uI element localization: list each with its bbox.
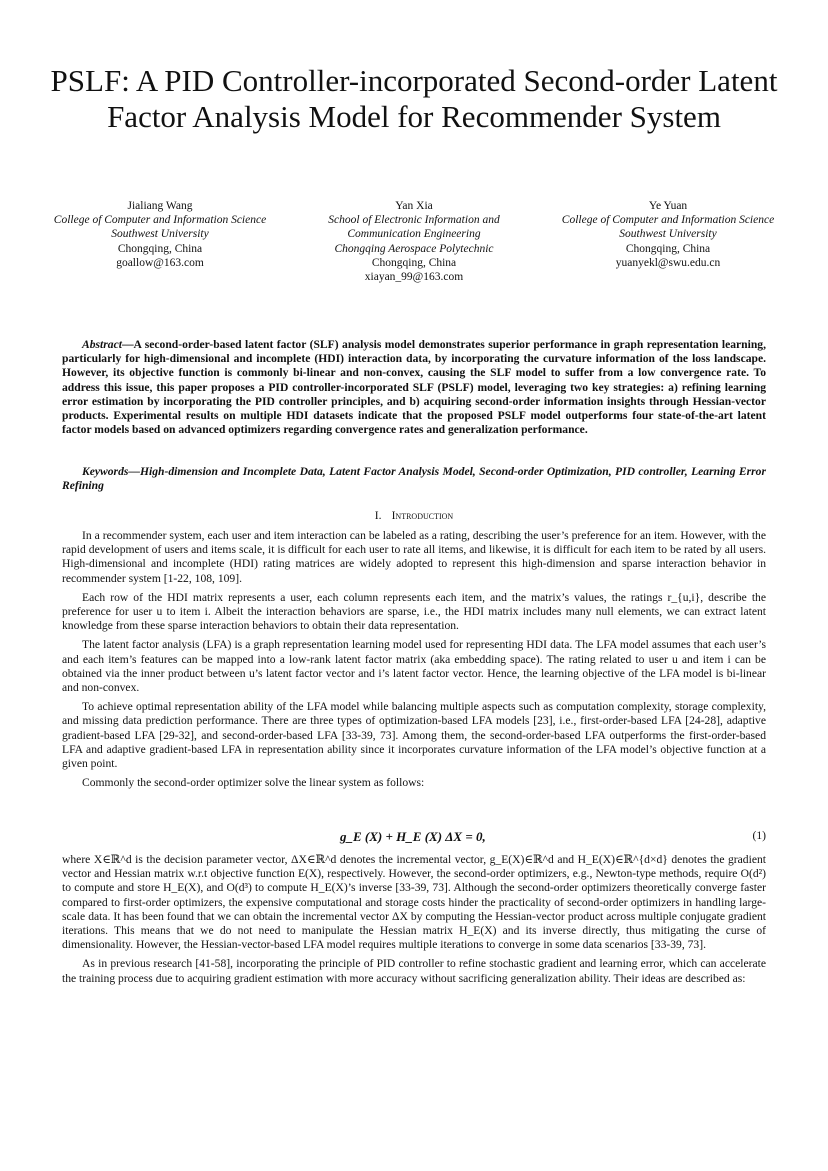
paragraph-3: The latent factor analysis (LFA) is a graph representation learning model used for representing HDI data. The LFA model assumes that each user’s and each item’s features can be mapped into a low-rank latent factor matrix (aka embedding space). The rating related to user u and item i can be obtained via the inner product between u’s latent factor vector and i’s latent factor vector. Hence, the learning objective of the LFA model is bi-linear and non-convex. [62,638,766,695]
author-name: Yan Xia [395,200,433,212]
section-heading [62,509,766,522]
author-email: xiayan_99@163.com [364,271,464,284]
author-location: Chongqing, China [117,242,203,255]
paragraph-6: where X∈ℝ^d is the decision parameter vector, ΔX∈ℝ^d denotes the incremental vector, g_E(X)∈ℝ^d and H_E(X)∈ℝ^{d×d} denotes the gradient vector and Hessian matrix w.r.t objective function E(X), respectively. However, the second-order optimizers, e.g., Newton-type methods, require O(d²) to compute and store H_E(X), and O(d³) to compute H_E(X)’s inverse [33-39, 73]. Although the second-order optimizers theoretically converge faster compared to first-order optimizers, the expensive computational and storage costs hinder the practicality of second-order optimizers in handling large-scale data. It has been found that we can obtain the incremental vector ΔX by computing the Hessian-vector product across multiple conjugate gradient iterations. This means that we do not need to manipulate the Hessian matrix H_E(X) and its inverse directly, thus mitigating the curse of dimensionality. However, the Hessian-vector-based LFA model requires multiple iterations to converge in some data scenarios [33-39, 73]. [62,853,766,952]
post-equation-body [62,853,766,986]
paragraph-4: To achieve optimal representation ability of the LFA model while balancing multiple aspects such as computation complexity, storage complexity, and missing data prediction performance. There are three types of optimization-based LFA models [23], i.e., first-order-based LFA [24-28], adaptive gradient-based LFA [29-32], and second-order-based LFA [33-39, 73]. Among them, the second-order-based LFA outperforms the first-order-based LFA and adaptive gradient-based LFA in representation ability since it incorporates curvature information of the LFA model’s objective function at a given point. [62,700,766,771]
abstract-lead: Abstract [82,338,122,351]
equation-number: (1) [752,829,766,842]
section-title: Introduction [391,509,454,522]
author-1 [40,199,280,270]
author-location: Chongqing, China [371,256,457,269]
paper-title: PSLF: A PID Controller-incorporated Second-order Latent Factor Analysis Model for Recommender System [50,62,778,135]
author-dept: College of Computer and Information Science [561,214,775,227]
author-inst: Chongqing Aerospace Polytechnic [334,242,494,255]
paragraph-7: As in previous research [41-58], incorporating the principle of PID controller to refine stochastic gradient and learning error, which can accelerate the training process due to acquiring gradient estimation with more accuracy without sacrificing generalization ability. Their ideas are described as: [62,957,766,985]
section-number: I. [374,509,382,522]
abstract-text: —A second-order-based latent factor (SLF) analysis model demonstrates superior performance in graph representation learning, particularly for high-dimensional and incomplete (HDI) interaction data, by incorporating the curvature information of the loss landscape. However, its objective function is commonly bi-linear and non-convex, causing the SLF model to suffer from a low convergence rate. To address this issue, this paper proposes a PID controller-incorporated SLF (PSLF) model, leveraging two key strategies: a) refining learning error estimation by incorporating the PID controller principles, and b) acquiring second-order information insights through Hessian-vector products. Experimental results on multiple HDI datasets indicate that the proposed PSLF model outperforms four state-of-the-art latent factor models based on advanced optimizers regarding convergence rates and generalization performance. [62,338,766,437]
paragraph-1: In a recommender system, each user and item interaction can be labeled as a rating, describing the user’s preference for an item. However, with the rapid development of users and items scale, it is difficult for each user to rate all items, and likewise, it is difficult for each item to be rated by all users. High-dimensional and incomplete (HDI) rating matrices are widely adopted to represent this high-dimension and sparse interaction behavior in recommender system [1-22, 108, 109]. [62,529,766,585]
author-inst: Southwest University [619,228,717,241]
paragraph-5: Commonly the second-order optimizer solve the linear system as follows: [82,776,425,790]
author-email: goallow@163.com [116,256,204,269]
equation-expression: g_E (X) + H_E (X) ΔX = 0, [340,829,486,844]
intro-body [62,529,766,790]
author-dept: School of Electronic Information and Communication Engineering [328,214,500,241]
author-name: Ye Yuan [648,200,688,212]
author-name: Jialiang Wang [127,200,193,212]
author-dept: College of Computer and Information Science [53,214,267,227]
author-location: Chongqing, China [625,242,711,255]
author-email: yuanyekl@swu.edu.cn [615,256,721,269]
author-3 [548,199,788,270]
keywords: Keywords—High-dimension and Incomplete Data, Latent Factor Analysis Model, Second-order Optimization, PID controller, Learning Error Refining [62,465,766,493]
abstract [62,338,766,437]
author-inst: Southwest University [111,228,209,241]
paragraph-2: Each row of the HDI matrix represents a user, each column represents each item, and the matrix’s values, the ratings r_{u,i}, describe the preference for user u to item i. Albeit the interaction behaviors are sparse, i.e., the HDI matrix includes many null elements, we can extract latent knowledge from these sparse interaction behaviors to obtain their data representation. [62,590,766,633]
author-2 [294,199,534,284]
